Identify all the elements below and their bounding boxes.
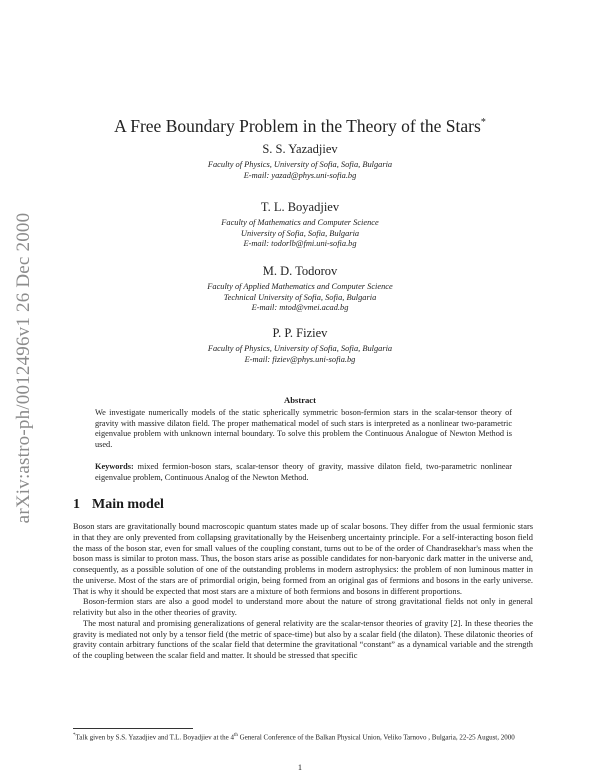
author-block bbox=[0, 264, 600, 314]
author-email: E-mail: fiziev@phys.uni-sofia.bg bbox=[244, 354, 356, 364]
arxiv-sidebar-stamp bbox=[6, 203, 42, 533]
author-block bbox=[0, 326, 600, 365]
keywords-text: mixed fermion-boson stars, scalar-tensor theory of gravity, massive dilaton field, two-parametric nonlinear eigenvalue problem, Continuous Analog of the Newton Method. bbox=[95, 462, 513, 482]
body-text bbox=[73, 522, 533, 662]
footnote: *Talk given by S.S. Yazadjiev and T.L. Boyadjiev at the 4th General Conference of the Balkan Physical Union, Veliko Tarnovo , Bulgaria, 22-25 August, 2000 bbox=[73, 733, 515, 742]
author-affiliation: Faculty of Physics, University of Sofia, Sofia, Bulgaria bbox=[207, 160, 393, 169]
paper-title: A Free Boundary Problem in the Theory of the Stars* bbox=[114, 116, 486, 136]
author-block bbox=[0, 200, 600, 250]
abstract-heading: Abstract bbox=[284, 395, 316, 405]
title-footnote-mark: * bbox=[480, 117, 486, 129]
author-block bbox=[0, 142, 600, 181]
section-title: Main model bbox=[92, 497, 164, 512]
paragraph: Boson-fermion stars are also a good model to understand more about the nature of strong gravitational fields not only in general relativity but also in the other theories of gravity. bbox=[73, 597, 533, 617]
author-affiliation: Faculty of Physics, University of Sofia, Sofia, Bulgaria bbox=[207, 344, 393, 353]
author-email: E-mail: yazad@phys.uni-sofia.bg bbox=[243, 170, 357, 180]
section-number: 1 bbox=[73, 497, 80, 512]
author-name: T. L. Boyadjiev bbox=[260, 200, 340, 214]
author-name: S. S. Yazadjiev bbox=[262, 142, 338, 156]
author-affiliation: Technical University of Sofia, Sofia, Bulgaria bbox=[223, 292, 377, 302]
author-email: E-mail: todorlb@fmi.uni-sofia.bg bbox=[243, 239, 357, 249]
abstract-text: We investigate numerically models of the static spherically symmetric boson-fermion stars in the scalar-tensor theory of gravity with massive dilaton field. The proper mathematical model of such stars is interpreted as a nonlinear two-parametric eigenvalue problem with unknown internal boundary. To solve this problem the Continuous Analogue of Newton Method is used. bbox=[95, 408, 512, 449]
author-name: P. P. Fiziev bbox=[272, 326, 328, 340]
keywords bbox=[95, 462, 512, 483]
footnote-mark: * bbox=[73, 733, 76, 738]
arxiv-id: arXiv:astro-ph/0012496v1 26 Dec 2000 bbox=[13, 212, 34, 524]
author-affiliation: Faculty of Applied Mathematics and Computer Science bbox=[207, 282, 393, 291]
paragraph: The most natural and promising generalizations of general relativity are the scalar-tensor theories of gravity [2]. In these theories the gravity is mediated not only by a tensor field (the metric of space-time) but also by a scalar field (the dilaton). These dilatonic theories of gravity contain arbitrary functions of the scalar field that determine the gravitational “constant” as a dynamical variable and the strength of the coupling between the scalar field and matter. It should be stressed that specific bbox=[73, 618, 533, 660]
author-name: M. D. Todorov bbox=[262, 264, 338, 278]
author-affiliation: Faculty of Mathematics and Computer Science bbox=[221, 218, 379, 227]
paragraph: Boson stars are gravitationally bound macroscopic quantum states made up of scalar bosons. They differ from the usual fermionic stars in that they are only prevented from collapsing gravitationally by the Heisenberg uncertainty principle. For a self-interacting boson field the mass of the boson star, even for small values of the coupling constant, turns out to be of the order of Chandrasekhar's mass when the boson mass is similar to proton mass. Thus, the boson stars arise as possible candidates for non-baryonic dark matter in the universe and, consequently, as a possible solution of one of the outstanding problems in modern astrophysics: the problem of non luminous matter in the universe. Most of the stars are of primordial origin, being formed from an original gas of fermions and bosons in the early universe. That is why it should be expected that most stars are a mixture of both fermions and bosons in different proportions. bbox=[73, 522, 533, 596]
page-number: 1 bbox=[297, 763, 303, 772]
footnote-ordinal: th bbox=[233, 733, 238, 738]
author-email: E-mail: mtod@vmei.acad.bg bbox=[251, 303, 349, 313]
author-affiliation: University of Sofia, Sofia, Bulgaria bbox=[240, 228, 360, 238]
keywords-label: Keywords: bbox=[95, 462, 134, 471]
section-heading bbox=[73, 497, 164, 513]
footnote-rule bbox=[73, 728, 193, 729]
